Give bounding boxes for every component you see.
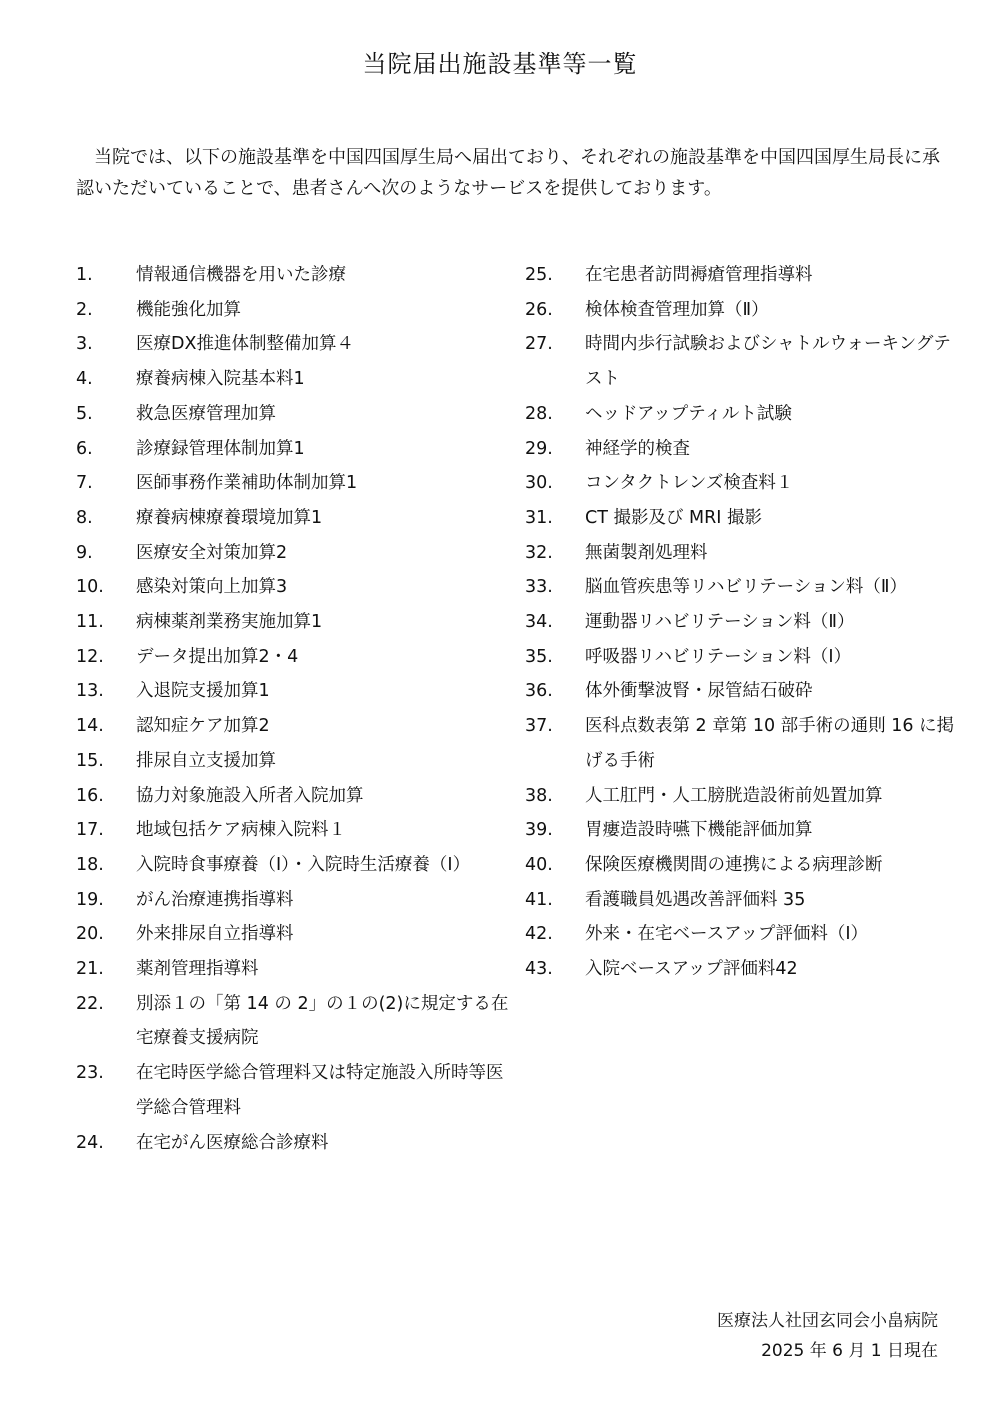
item-number: 43. bbox=[525, 959, 553, 980]
list-item bbox=[76, 917, 516, 952]
item-number: 31. bbox=[525, 507, 553, 528]
list-item bbox=[76, 848, 516, 883]
item-text: 感染対策向上加算3 bbox=[136, 577, 288, 598]
item-number: 25. bbox=[525, 265, 553, 285]
list-item bbox=[525, 709, 955, 778]
list-item bbox=[525, 779, 955, 814]
item-number: 26. bbox=[525, 299, 553, 320]
list-item bbox=[76, 293, 516, 328]
list-item bbox=[525, 674, 955, 709]
item-text: 薬剤管理指導料 bbox=[136, 959, 259, 980]
item-text: 療養病棟療養環境加算1 bbox=[136, 507, 323, 528]
item-number: 27. bbox=[525, 334, 553, 355]
item-number: 6. bbox=[76, 438, 93, 459]
item-number: 8. bbox=[76, 507, 93, 528]
item-number: 18. bbox=[76, 854, 104, 875]
intro-paragraph: 当院では、以下の施設基準を中国四国厚生局へ届出ており、それぞれの施設基準を中国四国厚生局長に承認いただいていることで、患者さんへ次のようなサービスを提供しております。 bbox=[76, 147, 940, 199]
item-number: 10. bbox=[76, 577, 104, 598]
item-text: CT 撮影及び MRI 撮影 bbox=[585, 507, 763, 528]
item-text: 医療安全対策加算2 bbox=[136, 542, 288, 563]
item-number: 19. bbox=[76, 889, 104, 910]
item-text: 病棟薬剤業務実施加算1 bbox=[136, 612, 323, 633]
item-number: 23. bbox=[76, 1063, 104, 1084]
item-text: 脳血管疾患等リハビリテーション料（Ⅱ） bbox=[585, 577, 908, 598]
item-text: 人工肛門・人工膀胱造設術前処置加算 bbox=[585, 785, 883, 806]
left-column bbox=[76, 258, 516, 1160]
list-item bbox=[76, 640, 516, 675]
item-text: 排尿自立支援加算 bbox=[136, 750, 276, 771]
item-text: 在宅時医学総合管理料又は特定施設入所時等医学総合管理料 bbox=[136, 1063, 504, 1118]
item-text: 認知症ケア加算2 bbox=[136, 716, 270, 737]
list-item bbox=[76, 1056, 516, 1125]
item-number: 36. bbox=[525, 681, 553, 702]
item-number: 22. bbox=[76, 993, 104, 1014]
item-number: 7. bbox=[76, 473, 93, 494]
list-item bbox=[525, 293, 955, 328]
list-item bbox=[525, 605, 955, 640]
list-item bbox=[525, 640, 955, 675]
item-text: 保険医療機関間の連携による病理診断 bbox=[585, 854, 883, 875]
list-item bbox=[76, 744, 516, 779]
item-number: 34. bbox=[525, 612, 553, 633]
list-item bbox=[76, 432, 516, 467]
organization-name: 医療法人社団玄同会小畠病院 bbox=[717, 1311, 938, 1331]
item-text: 入退院支援加算1 bbox=[136, 681, 270, 702]
item-number: 39. bbox=[525, 820, 553, 841]
item-number: 41. bbox=[525, 889, 553, 910]
item-number: 37. bbox=[525, 716, 553, 737]
list-item bbox=[76, 501, 516, 536]
list-item bbox=[76, 605, 516, 640]
list-item bbox=[76, 327, 516, 362]
item-number: 33. bbox=[525, 577, 553, 598]
item-number: 32. bbox=[525, 542, 553, 563]
item-text: 医科点数表第 2 章第 10 部手術の通則 16 に掲げる手術 bbox=[585, 716, 955, 771]
item-text: 無菌製剤処理料 bbox=[585, 542, 708, 563]
item-number: 35. bbox=[525, 646, 553, 667]
list-item bbox=[525, 883, 955, 918]
list-item bbox=[76, 709, 516, 744]
list-item bbox=[76, 952, 516, 987]
list-item bbox=[525, 813, 955, 848]
item-text: 時間内歩行試験およびシャトルウォーキングテスト bbox=[585, 334, 951, 390]
item-number: 17. bbox=[76, 820, 104, 841]
item-text: 呼吸器リハビリテーション料（Ⅰ） bbox=[585, 646, 852, 667]
list-item bbox=[76, 466, 516, 501]
list-item bbox=[76, 883, 516, 918]
item-text: 療養病棟入院基本料1 bbox=[136, 369, 305, 390]
page-title: 当院届出施設基準等一覧 bbox=[362, 50, 638, 78]
item-number: 3. bbox=[76, 334, 93, 355]
list-item bbox=[525, 570, 955, 605]
item-number: 30. bbox=[525, 473, 553, 494]
item-text: 入院時食事療養（Ⅰ）・入院時生活療養（Ⅰ） bbox=[136, 854, 471, 875]
footer bbox=[717, 1306, 938, 1366]
list-item bbox=[525, 536, 955, 571]
item-text: 協力対象施設入所者入院加算 bbox=[136, 785, 364, 806]
item-text: 救急医療管理加算 bbox=[136, 403, 276, 424]
item-number: 2. bbox=[76, 299, 93, 320]
list-item bbox=[76, 813, 516, 848]
item-text: 外来排尿自立指導料 bbox=[136, 924, 294, 945]
item-text: 体外衝撃波腎・尿管結石破砕 bbox=[585, 681, 813, 702]
item-text: 胃瘻造設時嚥下機能評価加算 bbox=[585, 820, 813, 841]
list-item bbox=[525, 466, 955, 501]
item-text: 在宅患者訪問褥瘡管理指導料 bbox=[585, 265, 813, 285]
effective-date: 2025 年 6 月 1 日現在 bbox=[761, 1341, 938, 1361]
list-item bbox=[76, 536, 516, 571]
list-item bbox=[525, 848, 955, 883]
item-text: 検体検査管理加算（Ⅱ） bbox=[585, 299, 769, 320]
item-text: 看護職員処遇改善評価料 35 bbox=[585, 889, 806, 910]
item-number: 42. bbox=[525, 924, 553, 945]
item-number: 20. bbox=[76, 924, 104, 945]
item-number: 38. bbox=[525, 785, 553, 806]
item-text: 地域包括ケア病棟入院料１ bbox=[136, 820, 346, 841]
list-item bbox=[525, 258, 955, 293]
list-item bbox=[76, 987, 516, 1056]
item-text: 診療録管理体制加算1 bbox=[136, 438, 305, 459]
item-text: 神経学的検査 bbox=[585, 438, 690, 459]
list-item bbox=[76, 1126, 516, 1161]
item-number: 40. bbox=[525, 854, 553, 875]
item-number: 12. bbox=[76, 646, 104, 667]
item-number: 16. bbox=[76, 785, 104, 806]
item-text: 別添１の「第 14 の 2」の１の(2)に規定する在宅療養支援病院 bbox=[136, 993, 509, 1049]
list-item bbox=[76, 362, 516, 397]
list-item bbox=[525, 397, 955, 432]
item-number: 29. bbox=[525, 438, 553, 459]
list-item bbox=[76, 397, 516, 432]
item-text: 運動器リハビリテーション料（Ⅱ） bbox=[585, 612, 855, 633]
item-text: 情報通信機器を用いた診療 bbox=[136, 265, 346, 285]
list-item bbox=[525, 917, 955, 952]
item-text: 外来・在宅ベースアップ評価料（Ⅰ） bbox=[585, 924, 869, 945]
item-number: 21. bbox=[76, 959, 104, 980]
list-item bbox=[525, 952, 955, 987]
item-number: 24. bbox=[76, 1132, 104, 1153]
list-item bbox=[76, 570, 516, 605]
list-item bbox=[76, 779, 516, 814]
item-text: 機能強化加算 bbox=[136, 299, 241, 320]
item-text: ヘッドアップティルト試験 bbox=[585, 403, 792, 424]
item-text: データ提出加算2・4 bbox=[136, 646, 299, 667]
list-item bbox=[76, 674, 516, 709]
item-text: がん治療連携指導料 bbox=[136, 889, 294, 910]
item-number: 13. bbox=[76, 681, 104, 702]
item-number: 4. bbox=[76, 369, 93, 390]
list-item bbox=[525, 501, 955, 536]
list-item bbox=[525, 432, 955, 467]
item-number: 5. bbox=[76, 403, 93, 424]
item-number: 28. bbox=[525, 403, 553, 424]
item-text: 在宅がん医療総合診療料 bbox=[136, 1132, 329, 1153]
item-text: 入院ベースアップ評価料42 bbox=[585, 959, 798, 980]
item-number: 14. bbox=[76, 716, 104, 737]
list-item bbox=[76, 258, 516, 293]
item-number: 9. bbox=[76, 542, 93, 563]
item-text: コンタクトレンズ検査料１ bbox=[585, 473, 794, 494]
right-column bbox=[525, 258, 955, 987]
item-number: 15. bbox=[76, 750, 104, 771]
item-number: 11. bbox=[76, 612, 104, 633]
item-text: 医師事務作業補助体制加算1 bbox=[136, 473, 358, 494]
list-item bbox=[525, 327, 955, 396]
item-text: 医療DX推進体制整備加算４ bbox=[136, 334, 354, 355]
item-number: 1. bbox=[76, 265, 93, 285]
